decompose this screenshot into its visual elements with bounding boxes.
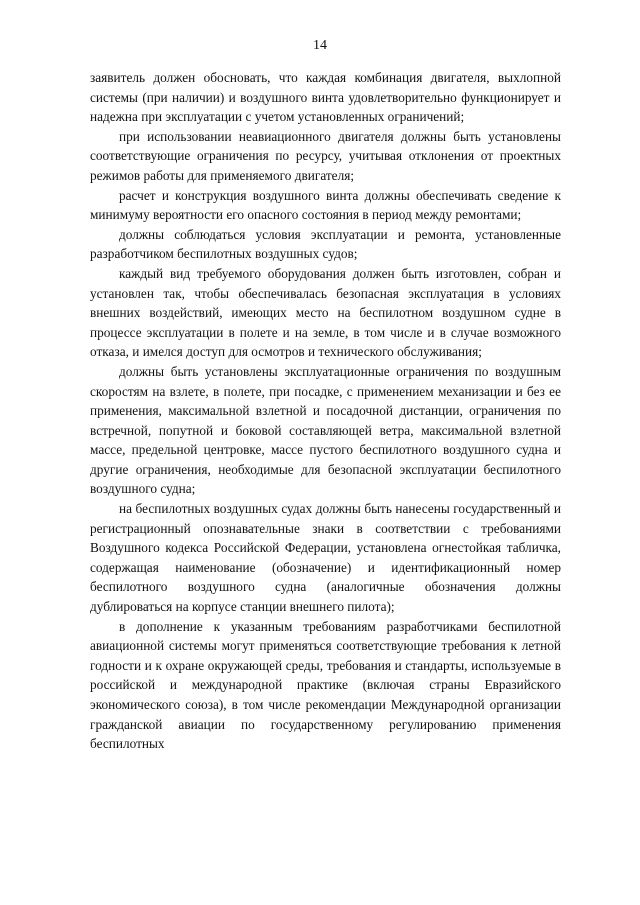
paragraph-engine-combination: заявитель должен обосновать, что каждая комбинация двигателя, выхлопной системы (при наличии) и воздушного винта удовлетворительно функционирует и надежна при эксплуатации с учетом установленных ограничений;: [90, 70, 561, 125]
page-number: 14: [313, 38, 327, 53]
paragraph-identification-marks: на беспилотных воздушных судах должны быть нанесены государственный и регистрационный опознавательные знаки в соответствии с требованиями Воздушного кодекса Российской Федерации, установлена огнестойкая табличка, содержащая наименование (обозначение) и идентификационный номер беспилотного воздушного судна (аналогичные обозначения должны дублироваться на корпусе станции внешнего пилота);: [90, 501, 561, 615]
paragraph-non-aviation-engine: при использовании неавиационного двигателя должны быть установлены соответствующие ограничения по ресурсу, учитывая отклонения от проектных режимов работы для применяемого двигателя;: [90, 128, 561, 183]
document-body: [90, 68, 561, 754]
paragraph-operating-conditions: должны соблюдаться условия эксплуатации и ремонта, установленные разработчиком беспилотных воздушных судов;: [90, 226, 561, 262]
paragraph-operating-limitations: должны быть установлены эксплуатационные ограничения по воздушным скоростям на взлете, в полете, при посадке, с применением механизации и без ее применения, максимальной взлетной и посадочной дистанции, ограничения по встречной, попутной и боковой составляющей ветра, максимальной взлетной массе, предельной центровке, массе пустого беспилотного воздушного судна и другие ограничения, необходимые для безопасной эксплуатации беспилотного воздушного судна;: [90, 363, 561, 497]
paragraph-equipment-installation: каждый вид требуемого оборудования должен быть изготовлен, собран и установлен так, чтобы обеспечивалась безопасная эксплуатация в условиях внешних воздействий, имеющих место на беспилотном воздушном судне в процессе эксплуатации в полете и на земле, в том числе и в случае возможного отказа, и имелся доступ для осмотров и технического обслуживания;: [90, 265, 561, 360]
paragraph-additional-requirements: в дополнение к указанным требованиям разработчиками беспилотной авиационной системы могут применяться соответствующие требования к летной годности и к охране окружающей среды, требования и стандарты, используемые в российской и международной практике (включая страны Евразийского экономического союза), в том числе рекомендации Международной организации гражданской авиации по государственному регулированию применения беспилотных: [90, 618, 561, 752]
paragraph-propeller-design: расчет и конструкция воздушного винта должны обеспечивать сведение к минимуму вероятности его опасного состояния в период между ремонтами;: [90, 187, 561, 223]
